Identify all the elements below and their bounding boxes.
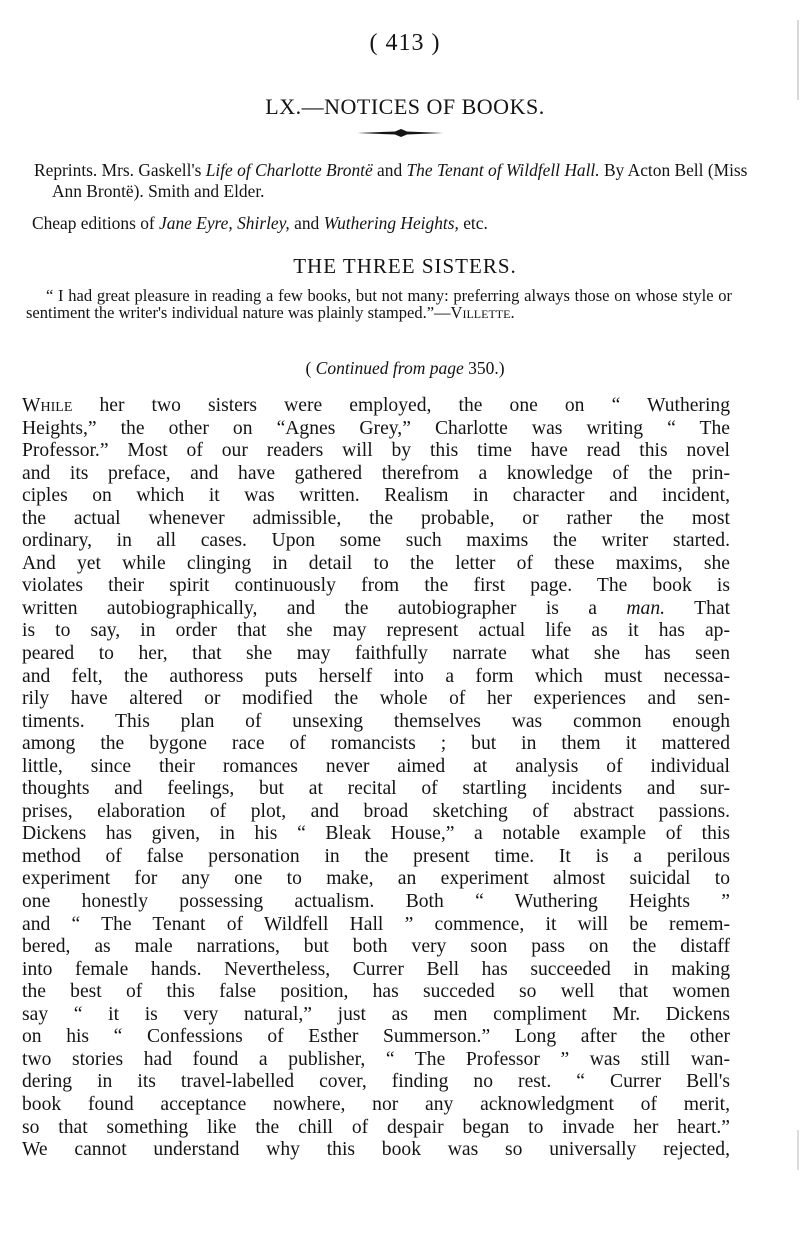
body-line: little, since their romances never aimed at analysis of individual bbox=[22, 755, 730, 777]
body-line: and felt, the authoress puts herself into a form which must necessa- bbox=[22, 665, 730, 687]
body-line: so that something like the chill of despair began to invade her heart.” bbox=[22, 1116, 730, 1138]
body-line: Professor.” Most of our readers will by this time have read this novel bbox=[22, 440, 730, 462]
body-line: and “ The Tenant of Wildfell Hall ” commence, it will be remem- bbox=[22, 913, 730, 935]
body-line-text: her two sisters were employed, the one on “ Wuthering bbox=[72, 395, 730, 416]
body-line: method of false personation in the present time. It is a perilous bbox=[22, 845, 730, 867]
body-line: say “ it is very natural,” just as men compliment Mr. Dickens bbox=[22, 1003, 730, 1025]
cheap-editions-text: etc. bbox=[458, 213, 488, 233]
body-line: thoughts and feelings, but at recital of startling incidents and sur- bbox=[22, 778, 730, 800]
body-line: one honestly possessing actualism. Both “ Wuthering Heights ” bbox=[22, 891, 730, 913]
continued-note bbox=[0, 358, 810, 379]
body-line: And yet while clinging in detail to the letter of these maxims, she bbox=[22, 552, 730, 574]
body-line: book found acceptance nowhere, nor any acknowledgment of merit, bbox=[22, 1093, 730, 1115]
book-title: Life of Charlotte Brontë bbox=[205, 160, 373, 180]
body-line: rily have altered or modified the whole of her experiences and sen- bbox=[22, 688, 730, 710]
divider-ornament-icon bbox=[355, 126, 445, 140]
body-line: experiment for any one to make, an experiment almost suicidal to bbox=[22, 868, 730, 890]
page-number: ( 413 ) bbox=[369, 30, 441, 56]
body-line: Dickens has given, in his “ Bleak House,” a notable example of this bbox=[22, 823, 730, 845]
cheap-editions-text: and bbox=[289, 213, 324, 233]
opening-word: While bbox=[22, 395, 73, 416]
body-line: ciples on which it was written. Realism in character and incident, bbox=[22, 485, 730, 507]
body-line: violates their spirit continuously from the first page. The book is bbox=[22, 575, 730, 597]
continued-page: 350. bbox=[468, 358, 499, 378]
body-line: peared to her, that she may faithfully narrate what she has seen bbox=[22, 643, 730, 665]
body-line: We cannot understand why this book was so universally rejected, bbox=[22, 1139, 730, 1161]
article-title: THE THREE SISTERS. bbox=[293, 254, 517, 278]
epigraph bbox=[26, 288, 732, 321]
body-line: is to say, in order that she may represent actual life as it has ap- bbox=[22, 620, 730, 642]
body-line: and its preface, and have gathered therefrom a knowledge of the prin- bbox=[22, 462, 730, 484]
section-heading: LX.—NOTICES OF BOOKS. bbox=[265, 94, 545, 119]
body-line: bered, as male narrations, but both very soon pass on the distaff bbox=[22, 936, 730, 958]
body-line: on his “ Confessions of Esther Summerson.” Long after the other bbox=[22, 1026, 730, 1048]
body-line: ordinary, in all cases. Upon some such maxims the writer started. bbox=[22, 530, 730, 552]
body-line: dering in its travel-labelled cover, finding no rest. “ Currer Bell's bbox=[22, 1071, 730, 1093]
book-title: The Tenant of Wildfell Hall. bbox=[406, 160, 600, 180]
body-line-text: That bbox=[665, 597, 731, 619]
continued-paren: ) bbox=[498, 358, 505, 378]
emphasis-word: man. bbox=[626, 597, 666, 619]
epigraph-quote: “ I had great pleasure in reading a few books, but not many: preferring always those on whose style or sentiment the writer's individual nature was plainly stamped.”— bbox=[26, 286, 732, 322]
body-line: into female hands. Nevertheless, Currer Bell has succeeded in making bbox=[22, 958, 730, 980]
body-line: the best of this false position, has succeded so well that women bbox=[22, 981, 730, 1003]
reprints-text: and bbox=[372, 160, 407, 180]
body-line bbox=[22, 598, 730, 621]
continued-paren: ( bbox=[305, 358, 316, 378]
epigraph-source: Villette. bbox=[450, 302, 515, 322]
body-line: prises, elaboration of plot, and broad sketching of abstract passions. bbox=[22, 800, 730, 822]
cheap-editions-text: Cheap editions of bbox=[32, 213, 160, 233]
scan-edge-mark bbox=[797, 1130, 799, 1170]
cheap-editions-listing bbox=[32, 213, 752, 234]
body-line: timents. This plan of unsexing themselves was common enough bbox=[22, 710, 730, 732]
article-body bbox=[22, 395, 730, 1162]
body-line: Heights,” the other on “Agnes Grey,” Charlotte was writing “ The bbox=[22, 417, 730, 439]
reprints-text: Reprints. Mrs. Gaskell's bbox=[34, 160, 206, 180]
reprints-text: By Acton Bell (Miss Ann Brontë). Smith and Elder. bbox=[52, 160, 748, 201]
body-line: the actual whenever admissible, the probable, or rather the most bbox=[22, 507, 730, 529]
body-line: two stories had found a publisher, “ The Professor ” was still wan- bbox=[22, 1048, 730, 1070]
book-title: Wuthering Heights, bbox=[323, 213, 459, 233]
book-title: Jane Eyre, bbox=[159, 213, 233, 233]
body-line: among the bygone race of romancists ; but in them it mattered bbox=[22, 733, 730, 755]
reprints-listing bbox=[34, 160, 762, 202]
body-line bbox=[22, 395, 730, 418]
continued-label: Continued from page bbox=[315, 358, 464, 378]
book-title: Shirley, bbox=[237, 213, 290, 233]
body-line-text: written autobiographically, and the autobiographer is a bbox=[22, 597, 627, 619]
